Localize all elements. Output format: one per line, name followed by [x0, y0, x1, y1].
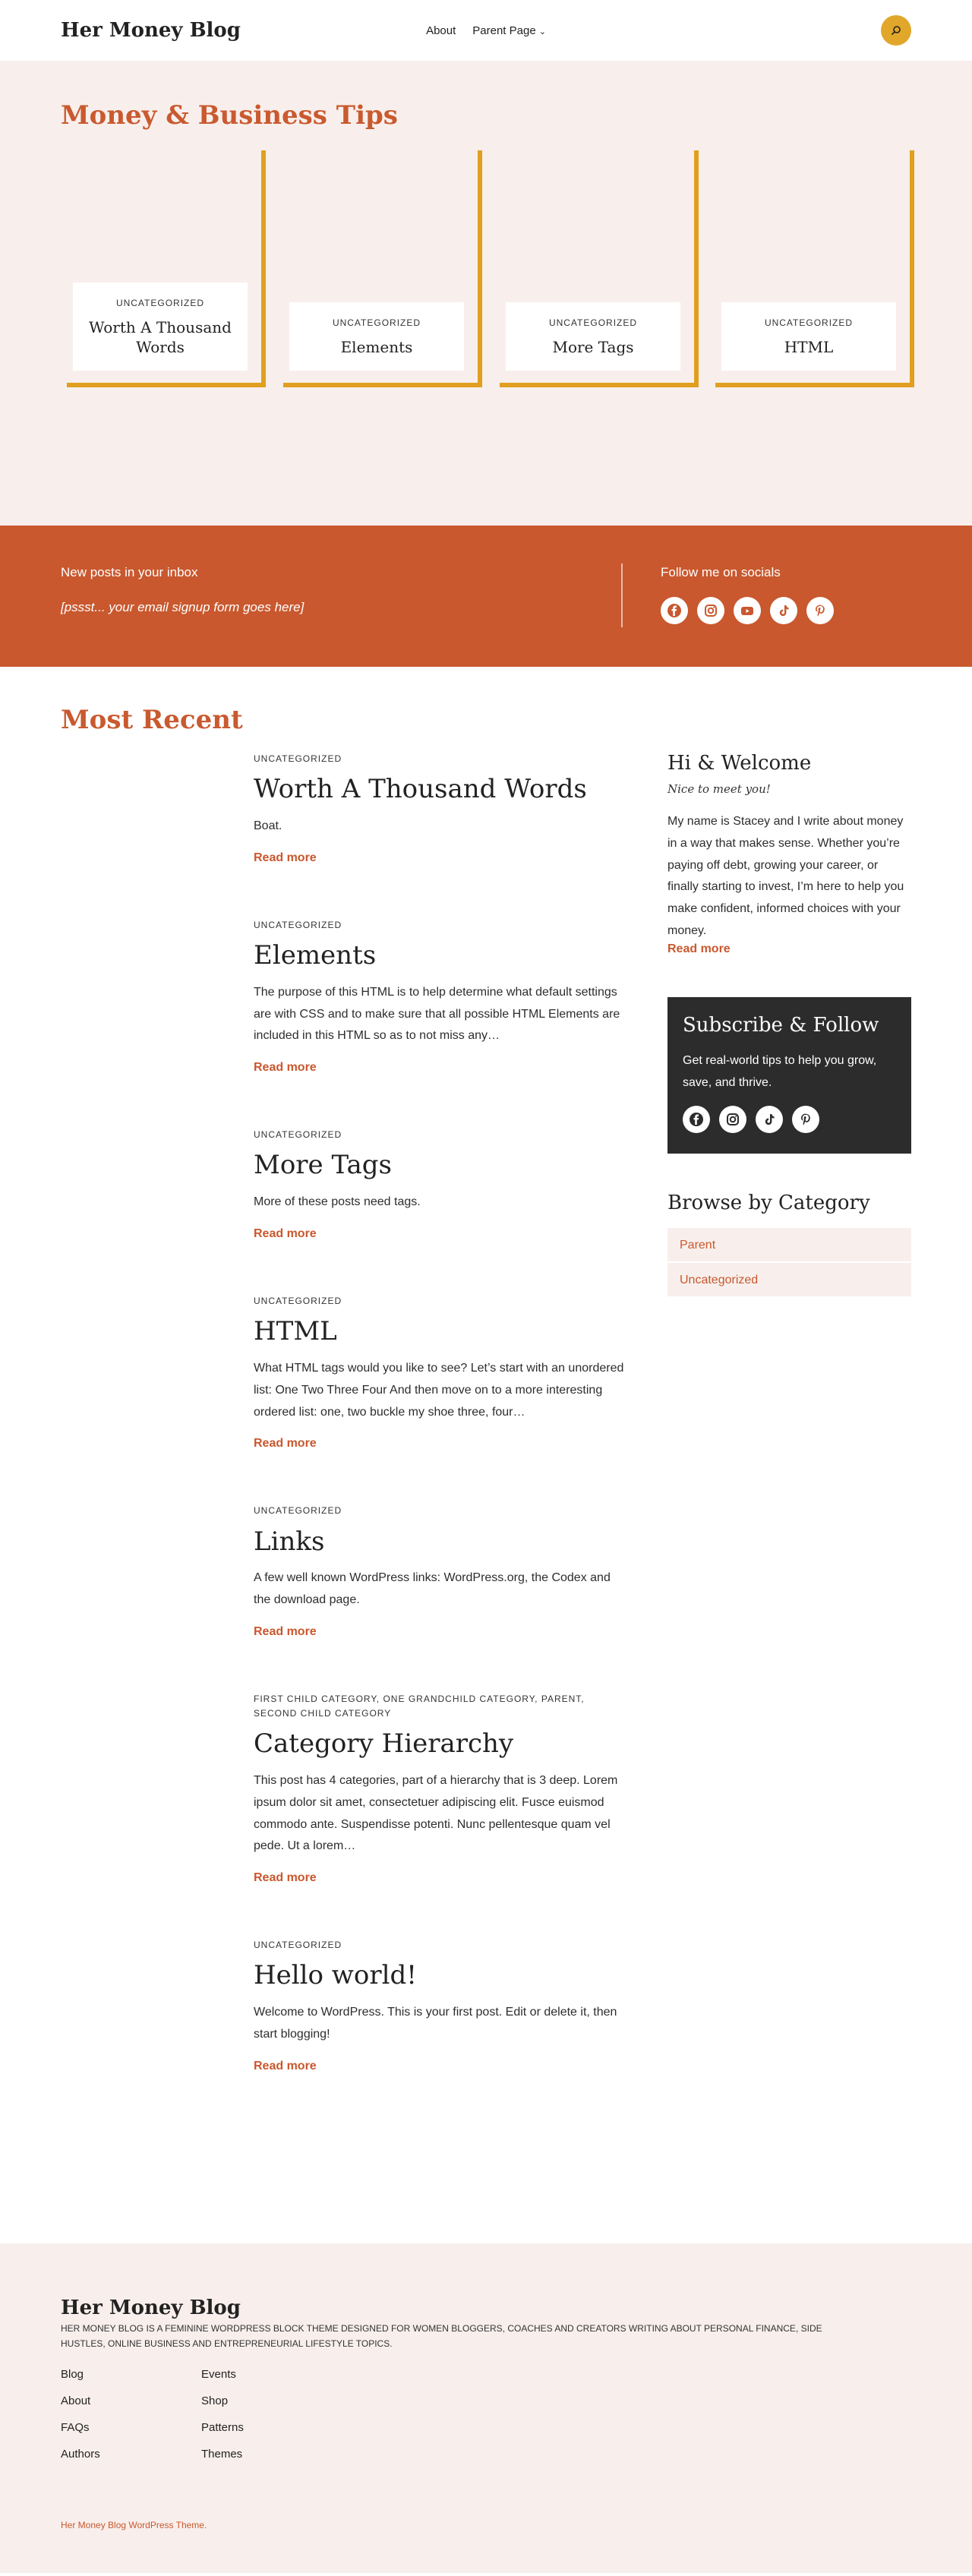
read-more-link[interactable]: Read more — [254, 1871, 317, 1885]
footer-link[interactable]: About — [61, 2394, 91, 2407]
post-excerpt: Welcome to WordPress. This is your first post. Edit or delete it, then start blogging! — [254, 2006, 617, 2041]
post-excerpt: This post has 4 categories, part of a hierarchy that is 3 deep. Lorem ipsum dolor sit amet, consectetuer adipiscing elit. Fusce euismod commodo ante. Suspendisse potenti. Nunc pellentesque quam vel pede. Ut a lorem… — [254, 1774, 618, 1853]
post-category[interactable]: UNCATEGORIZED — [254, 1295, 342, 1306]
band-divider — [621, 564, 623, 627]
site-title[interactable]: Her Money Blog — [61, 19, 241, 42]
footer-link[interactable]: Authors — [61, 2448, 100, 2461]
site-footer — [0, 2243, 972, 2573]
post-title[interactable]: Links — [254, 1526, 325, 1557]
post-item — [254, 1128, 627, 1241]
read-more-link[interactable]: Read more — [254, 851, 317, 864]
post-title[interactable]: Worth A Thousand Words — [254, 774, 587, 805]
nav-item-parent-page[interactable] — [472, 24, 546, 37]
section-heading: Most Recent — [61, 705, 243, 735]
footer-link[interactable]: Blog — [61, 2368, 84, 2381]
recent-section — [0, 667, 972, 2243]
tiktok-icon[interactable] — [756, 1106, 783, 1133]
card-label — [506, 302, 680, 371]
category-item[interactable]: Uncategorized — [667, 1263, 911, 1296]
instagram-icon[interactable] — [719, 1106, 746, 1133]
card-category[interactable]: UNCATEGORIZED — [548, 317, 638, 328]
site-header — [0, 0, 972, 61]
footer-title[interactable]: Her Money Blog — [61, 2297, 241, 2319]
nav-item-label: Parent Page — [472, 24, 536, 37]
post-title[interactable]: More Tags — [254, 1150, 392, 1181]
post-list — [254, 752, 627, 2126]
card-title[interactable]: More Tags — [552, 338, 634, 356]
post-title[interactable]: Category Hierarchy — [254, 1728, 514, 1760]
footer-nav-col-1 — [61, 2368, 100, 2474]
newsletter-title: New posts in your inbox — [61, 565, 198, 579]
chevron-down-icon: ⌄ — [538, 27, 546, 36]
post-item — [254, 1504, 627, 1639]
card-title[interactable]: Worth A Thousand Words — [89, 318, 232, 356]
pinterest-icon[interactable] — [806, 597, 834, 624]
subscribe-box — [667, 997, 911, 1154]
footer-link[interactable]: Patterns — [201, 2421, 244, 2434]
footer-link[interactable]: Shop — [201, 2394, 229, 2407]
post-category[interactable]: UNCATEGORIZED — [254, 1940, 342, 1951]
footer-description: HER MONEY BLOG IS A FEMININE WORDPRESS BLOCK THEME DESIGNED FOR WOMEN BLOGGERS, COACHES AND CREATORS WRITING ABOUT PERSONAL FINANCE, SIDE HUSTLES, ONLINE BUSINESS AND ENTREPRENEURIAL LIFESTYLE TOPICS. — [61, 2323, 822, 2350]
post-category[interactable]: UNCATEGORIZED — [254, 1505, 342, 1517]
tiktok-icon[interactable] — [770, 597, 797, 624]
footer-credit[interactable]: Her Money Blog WordPress Theme. — [61, 2520, 207, 2530]
read-more-link[interactable]: Read more — [254, 1624, 317, 1638]
read-more-link[interactable]: Read more — [254, 2059, 317, 2072]
post-excerpt: Boat. — [254, 819, 282, 832]
card-category[interactable]: UNCATEGORIZED — [332, 317, 421, 328]
tip-card[interactable] — [277, 150, 482, 387]
tip-card[interactable] — [61, 150, 266, 387]
subscribe-body: Get real-world tips to help you grow, save, and thrive. — [683, 1053, 877, 1089]
post-title[interactable]: Hello world! — [254, 1960, 417, 1991]
instagram-icon[interactable] — [697, 597, 724, 624]
newsletter-band — [0, 526, 972, 667]
section-heading: Money & Business Tips — [61, 100, 398, 131]
card-label — [73, 283, 248, 371]
youtube-icon[interactable] — [734, 597, 761, 624]
post-title[interactable]: Elements — [254, 939, 377, 971]
post-item — [254, 1692, 627, 1885]
follow-title: Follow me on socials — [661, 565, 781, 579]
tip-card[interactable] — [709, 150, 914, 387]
post-item — [254, 1938, 627, 2073]
subscribe-socials — [683, 1106, 896, 1133]
post-title[interactable]: HTML — [254, 1316, 337, 1347]
tips-section — [0, 61, 972, 526]
tip-card[interactable] — [494, 150, 699, 387]
post-excerpt: What HTML tags would you like to see? Let’s start with an unordered list: One Two Three Four And then move on to a more interesting ordered list: one, two buckle my shoe three, four… — [254, 1361, 624, 1419]
card-category[interactable]: UNCATEGORIZED — [764, 317, 854, 328]
footer-link[interactable]: Themes — [201, 2448, 243, 2461]
post-category[interactable]: UNCATEGORIZED — [254, 753, 342, 764]
card-title[interactable]: HTML — [784, 338, 834, 356]
nav-item-about[interactable]: About — [426, 24, 456, 37]
browse-title: Browse by Category — [667, 1191, 870, 1214]
read-more-link[interactable]: Read more — [254, 1061, 317, 1075]
post-category[interactable]: UNCATEGORIZED — [254, 919, 342, 930]
post-excerpt: A few well known WordPress links: WordPress.org, the Codex and the download page. — [254, 1571, 611, 1607]
search-icon — [891, 25, 901, 36]
category-list — [667, 1228, 911, 1296]
search-button[interactable] — [881, 15, 911, 46]
post-excerpt: The purpose of this HTML is to help determine what default settings are with CSS and to make sure that all possible HTML Elements are included in this HTML so as to not miss any… — [254, 985, 620, 1043]
post-category[interactable]: UNCATEGORIZED — [254, 1129, 342, 1141]
tips-cards — [61, 150, 914, 387]
category-item[interactable]: Parent — [667, 1228, 911, 1261]
post-excerpt: More of these posts need tags. — [254, 1195, 421, 1209]
footer-nav-col-2 — [201, 2368, 244, 2474]
welcome-body: My name is Stacey and I write about money in a way that makes sense. Whether you’re paying off debt, growing your career, or finally starting to invest, I’m here to help you make confident, informed choices with your money. — [667, 815, 904, 937]
sidebar — [667, 752, 911, 1296]
facebook-icon[interactable] — [683, 1106, 710, 1133]
follow-block — [661, 565, 834, 624]
card-title[interactable]: Elements — [340, 338, 413, 356]
footer-link[interactable]: FAQs — [61, 2421, 90, 2434]
welcome-title: Hi & Welcome — [667, 752, 812, 775]
post-item — [254, 752, 627, 865]
read-more-link[interactable]: Read more — [254, 1226, 317, 1240]
subscribe-title: Subscribe & Follow — [683, 1013, 879, 1037]
card-category[interactable]: UNCATEGORIZED — [115, 298, 205, 308]
card-label — [289, 302, 464, 371]
facebook-icon[interactable] — [661, 597, 688, 624]
card-label — [721, 302, 896, 371]
post-item — [254, 918, 627, 1075]
welcome-read-more[interactable]: Read more — [667, 942, 731, 955]
newsletter-placeholder: [pssst... your email signup form goes here] — [61, 600, 305, 614]
social-icons — [661, 597, 834, 624]
welcome-subtitle: Nice to meet you! — [667, 782, 771, 796]
read-more-link[interactable]: Read more — [254, 1437, 317, 1451]
newsletter-block — [61, 565, 304, 615]
post-item — [254, 1294, 627, 1451]
post-category[interactable]: FIRST CHILD CATEGORY, ONE GRANDCHILD CATEGORY, PARENT, SECOND CHILD CATEGORY — [254, 1693, 585, 1719]
pinterest-icon[interactable] — [792, 1106, 819, 1133]
footer-link[interactable]: Events — [201, 2368, 236, 2381]
